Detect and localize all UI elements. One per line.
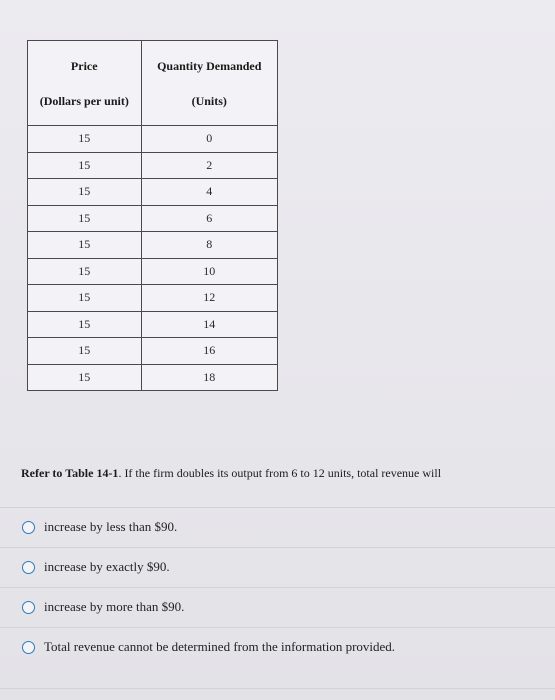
- quantity-header-title: Quantity Demanded: [157, 59, 262, 73]
- quantity-cell: 10: [141, 258, 277, 285]
- answer-option[interactable]: [0, 507, 555, 548]
- table-reference: Refer to Table 14-1: [21, 466, 119, 480]
- question-text: [21, 466, 441, 481]
- divider: [0, 688, 555, 689]
- answer-option[interactable]: [0, 547, 555, 588]
- quantity-cell: 0: [141, 126, 277, 153]
- radio-button-icon[interactable]: [22, 601, 35, 614]
- answer-option-label: increase by exactly $90.: [44, 559, 170, 574]
- price-cell: 15: [28, 232, 142, 259]
- table-row: [28, 311, 278, 338]
- price-cell: 15: [28, 258, 142, 285]
- price-column-header: [28, 41, 142, 126]
- table-row: [28, 364, 278, 391]
- price-cell: 15: [28, 311, 142, 338]
- price-cell: 15: [28, 285, 142, 312]
- quantity-header-unit: (Units): [191, 94, 227, 108]
- table-row: [28, 285, 278, 312]
- answer-option-label: increase by more than $90.: [44, 599, 185, 614]
- table-row: [28, 205, 278, 232]
- table-row: [28, 338, 278, 365]
- price-header-title: Price: [70, 59, 98, 73]
- price-cell: 15: [28, 364, 142, 391]
- table-row: [28, 152, 278, 179]
- table-header-row: [28, 41, 278, 126]
- question-body: . If the firm doubles its output from 6 to 12 units, total revenue will: [118, 466, 442, 480]
- quantity-cell: 18: [141, 364, 277, 391]
- price-cell: 15: [28, 338, 142, 365]
- answer-option-label: Total revenue cannot be determined from the information provided.: [44, 639, 396, 654]
- quantity-cell: 4: [141, 179, 277, 206]
- quantity-cell: 14: [141, 311, 277, 338]
- quantity-cell: 12: [141, 285, 277, 312]
- radio-button-icon[interactable]: [22, 641, 35, 654]
- quantity-column-header: [141, 41, 277, 126]
- price-cell: 15: [28, 126, 142, 153]
- demand-table: [27, 40, 278, 391]
- price-cell: 15: [28, 152, 142, 179]
- radio-button-icon[interactable]: [22, 521, 35, 534]
- table-row: [28, 179, 278, 206]
- quantity-cell: 6: [141, 205, 277, 232]
- table-row: [28, 126, 278, 153]
- price-header-unit: (Dollars per unit): [39, 94, 129, 108]
- quantity-cell: 8: [141, 232, 277, 259]
- table-row: [28, 258, 278, 285]
- quantity-cell: 2: [141, 152, 277, 179]
- table-row: [28, 232, 278, 259]
- price-cell: 15: [28, 205, 142, 232]
- radio-button-icon[interactable]: [22, 561, 35, 574]
- answer-option-label: increase by less than $90.: [44, 519, 178, 534]
- answer-option[interactable]: [0, 627, 555, 668]
- price-cell: 15: [28, 179, 142, 206]
- quantity-cell: 16: [141, 338, 277, 365]
- answer-option[interactable]: [0, 587, 555, 628]
